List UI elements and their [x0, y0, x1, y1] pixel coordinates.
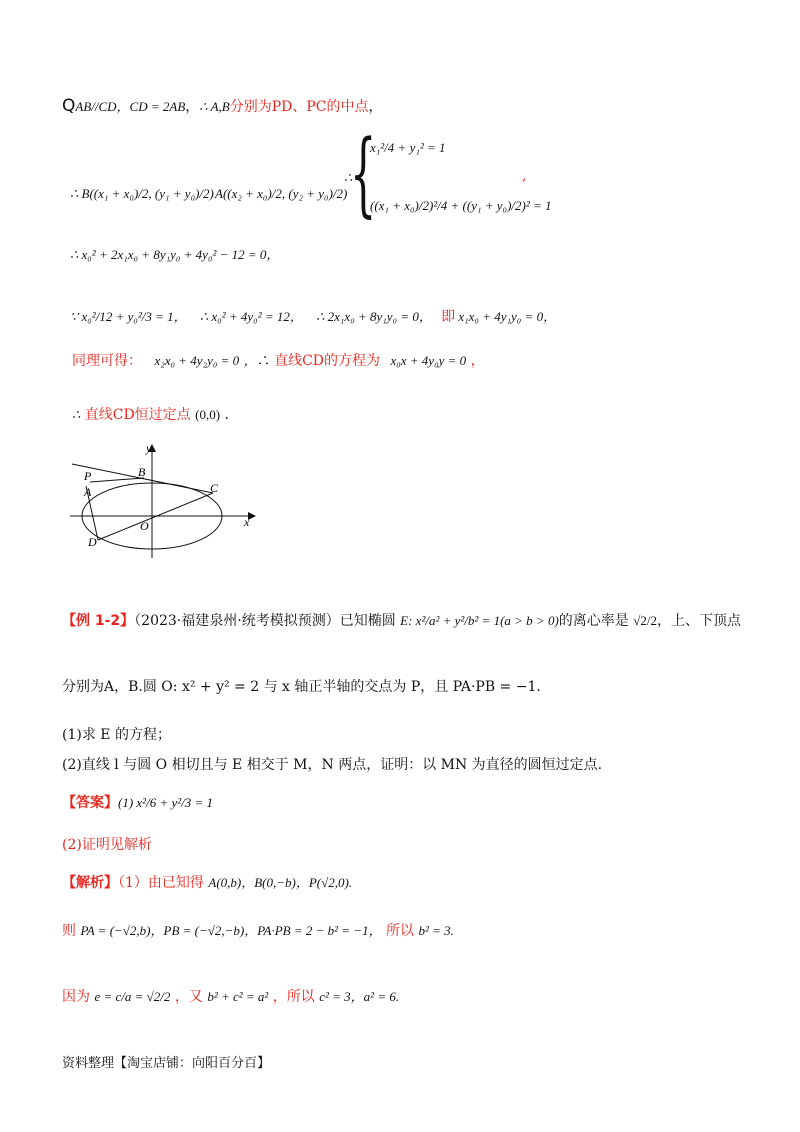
answer-part-2: (2)证明见解析 — [62, 837, 152, 853]
ellipse-figure — [66, 440, 262, 560]
label-a: A — [84, 485, 92, 499]
point-a-coords: A((x₂ + x₀)/2, (y₂ + y₀)/2) — [215, 186, 348, 201]
system-brace: { — [350, 120, 377, 227]
label-y: y — [146, 441, 152, 455]
proof-line-6: ∴ 直线CD恒过定点 (0,0) . — [72, 407, 229, 423]
system-eq-1: x₁²/4 + y₁² = 1 — [370, 140, 446, 155]
comma-mark: , — [522, 168, 527, 184]
example-header: 【例 1-2】（2023·福建泉州·统考模拟预测）已知椭圆 E: x²/a² + y²/b² = 1(a > b > 0)的离心率是 √2/2，上、下顶点 — [62, 613, 741, 629]
label-c: C — [210, 481, 219, 495]
proof-line-4: ∵ x₀²/12 + y₀²/3 = 1， ∴ x₀² + 4y₀² = 12， ∴ 2x₁x₀ + 8y₁y₀ = 0， 即 x₁x₀ + 4y₁y₀ = 0， — [70, 309, 557, 325]
system-eq-2: ((x₁ + x₀)/2)²/4 + ((y₁ + y₀)/2)² = 1 — [370, 198, 552, 213]
example-line-2: 分别为A，B.圆 O: x² + y² = 2 与 x 轴正半轴的交点为 P，且 PA·PB = −1. — [62, 679, 541, 695]
analysis-line-3: 因为 e = c/a = √2/2 ，又 b² + c² = a² ，所以 c² = 3，a² = 6. — [62, 989, 400, 1005]
label-x: x — [244, 515, 250, 529]
label-d: D — [88, 535, 97, 549]
analysis-line-1: 【解析】（1）由已知得 A(0,b)，B(0,−b)，P(√2,0). — [62, 875, 353, 891]
proof-line-3: ∴ x₀² + 2x₁x₀ + 8y₁y₀ + 4y₀² − 12 = 0， — [70, 247, 280, 262]
answer-part-1: 【答案】(1) x²/6 + y²/3 = 1 — [62, 795, 214, 811]
proof-line-1: QAB//CD，CD = 2AB，∴ A,B分别为PD、PC的中点， — [62, 96, 383, 116]
question-2: (2)直线 l 与圆 O 相切且与 E 相交于 M，N 两点，证明：以 MN 为直径的圆恒过定点. — [62, 757, 603, 773]
label-o: O — [140, 519, 149, 533]
label-p: P — [84, 469, 92, 483]
label-b: B — [138, 465, 146, 479]
proof-line-5: 同理可得： x₂x₀ + 4y₂y₀ = 0 ，∴ 直线CD的方程为 x₀x + 4y₀y = 0 ， — [72, 353, 485, 369]
point-b-coords: ∴ B((x₁ + x₀)/2, (y₁ + y₀)/2) — [70, 186, 214, 201]
therefore-symbol: ∴ — [344, 170, 353, 185]
question-1: (1)求 E 的方程； — [62, 727, 171, 743]
footer-note: 资料整理【淘宝店铺：向阳百分百】 — [62, 1056, 271, 1071]
line-ab — [90, 478, 144, 482]
analysis-line-2: 则 PA = (−√2,b)，PB = (−√2,−b)，PA·PB = 2 − b² = −1， 所以 b² = 3. — [62, 923, 454, 939]
